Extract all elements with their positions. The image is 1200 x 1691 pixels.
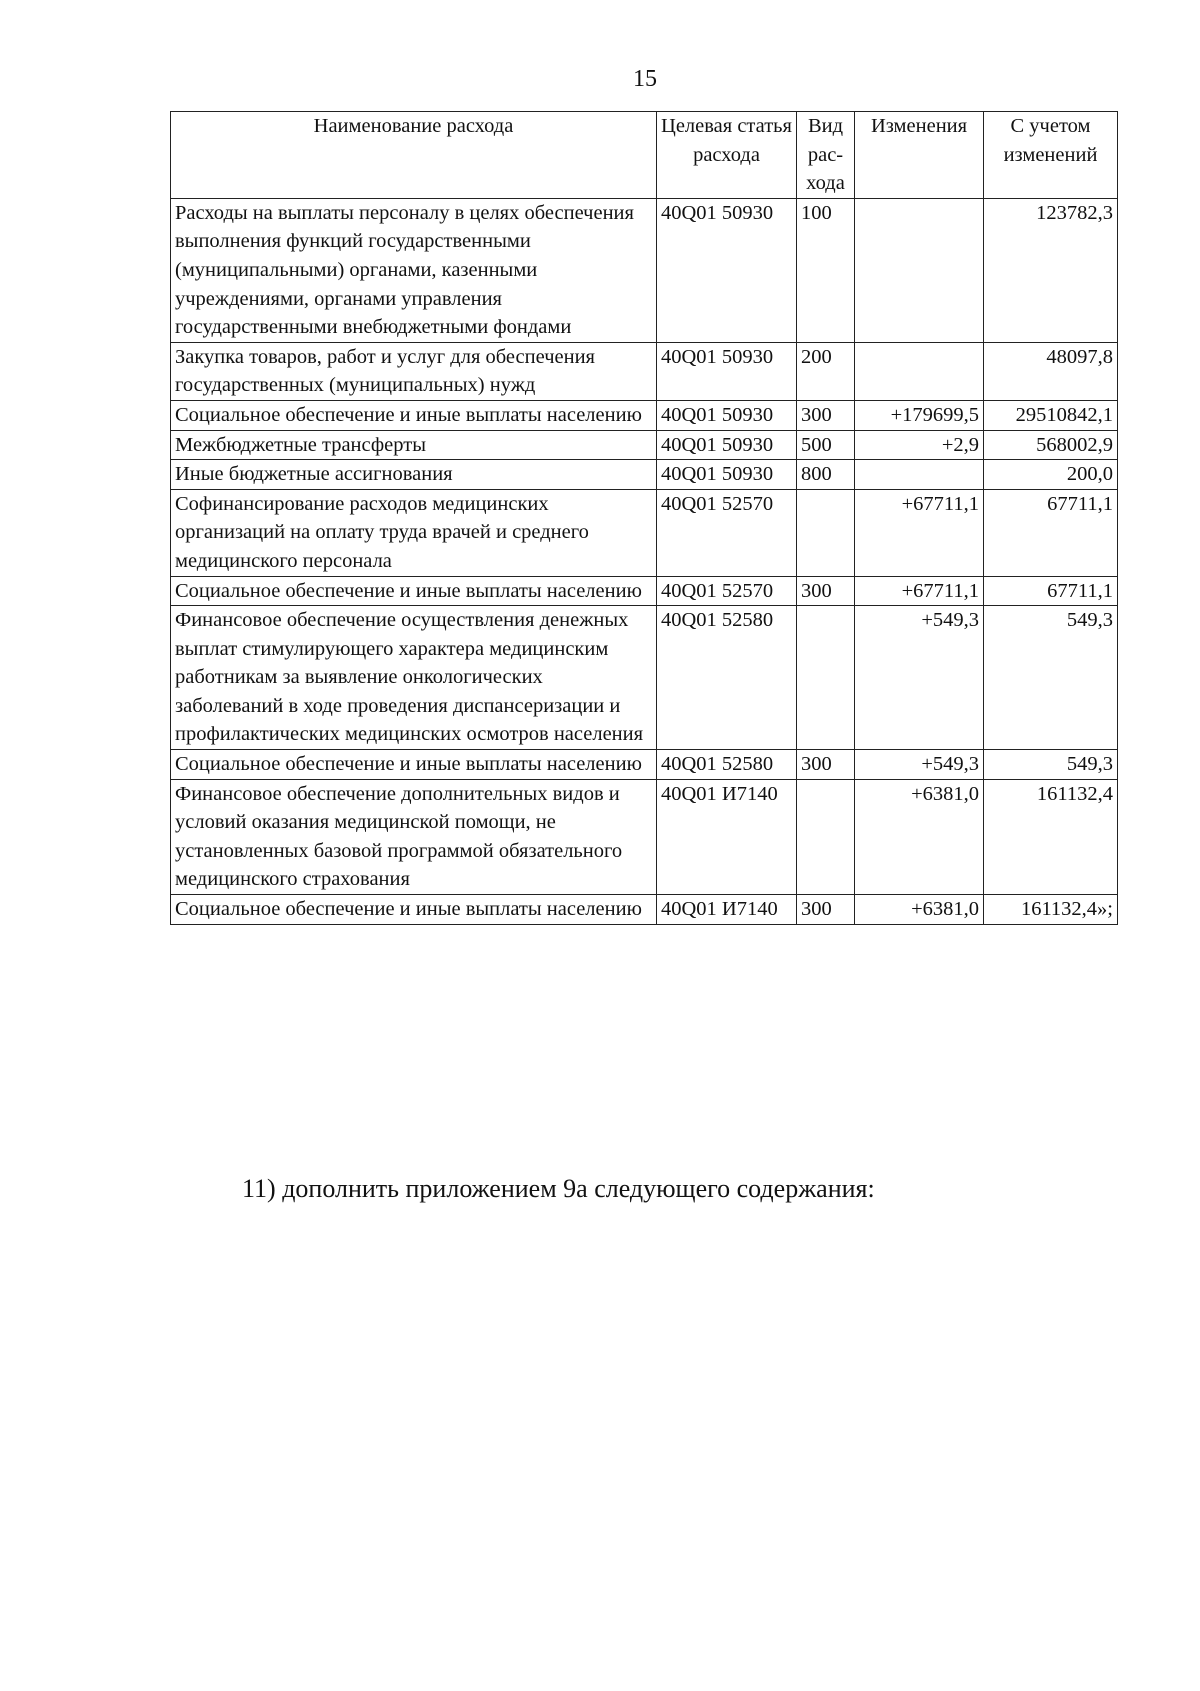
cell-expense-name: Межбюджетные трансферты — [171, 430, 657, 460]
cell-change — [855, 198, 984, 342]
cell-target-item: 40Q01 50930 — [657, 198, 797, 342]
cell-expense-name: Закупка товаров, работ и услуг для обеспечения государственных (муниципальных) нужд — [171, 342, 657, 400]
header-total-with-changes: С учетом изменений — [984, 112, 1118, 199]
cell-change — [855, 460, 984, 490]
table-row — [171, 460, 1118, 490]
cell-change: +179699,5 — [855, 400, 984, 430]
cell-expense-type: 300 — [797, 576, 855, 606]
cell-total: 568002,9 — [984, 430, 1118, 460]
table-row — [171, 606, 1118, 750]
cell-expense-name: Социальное обеспечение и иные выплаты населению — [171, 750, 657, 780]
table-row — [171, 779, 1118, 894]
cell-target-item: 40Q01 52570 — [657, 576, 797, 606]
cell-target-item: 40Q01 50930 — [657, 342, 797, 400]
amendment-item-text: 11) дополнить приложением 9а следующего содержания: — [242, 1174, 875, 1203]
cell-target-item: 40Q01 И7140 — [657, 895, 797, 925]
header-expense-type: Вид рас-хода — [797, 112, 855, 199]
cell-target-item: 40Q01 50930 — [657, 430, 797, 460]
cell-change: +67711,1 — [855, 489, 984, 576]
cell-change: +2,9 — [855, 430, 984, 460]
cell-total: 67711,1 — [984, 489, 1118, 576]
header-changes: Изменения — [855, 112, 984, 199]
cell-expense-type — [797, 779, 855, 894]
table-row — [171, 895, 1118, 925]
table-row — [171, 489, 1118, 576]
table-row — [171, 342, 1118, 400]
table-row — [171, 198, 1118, 342]
cell-total: 549,3 — [984, 750, 1118, 780]
cell-expense-name: Социальное обеспечение и иные выплаты населению — [171, 400, 657, 430]
table-row — [171, 400, 1118, 430]
cell-expense-type: 100 — [797, 198, 855, 342]
cell-total: 200,0 — [984, 460, 1118, 490]
cell-total: 161132,4»; — [984, 895, 1118, 925]
expenditure-table — [170, 111, 1118, 925]
cell-target-item: 40Q01 52580 — [657, 606, 797, 750]
cell-expense-name: Иные бюджетные ассигнования — [171, 460, 657, 490]
cell-expense-type: 300 — [797, 750, 855, 780]
cell-total: 67711,1 — [984, 576, 1118, 606]
cell-expense-type: 800 — [797, 460, 855, 490]
page-number: 15 — [633, 66, 657, 92]
cell-change — [855, 342, 984, 400]
cell-change: +6381,0 — [855, 779, 984, 894]
cell-expense-name: Финансовое обеспечение осуществления денежных выплат стимулирующего характера медицинским работникам за выявление онкологических заболеваний в ходе проведения диспансеризации и профилактических медицинских осмотров населения — [171, 606, 657, 750]
cell-expense-type: 300 — [797, 400, 855, 430]
cell-expense-type: 200 — [797, 342, 855, 400]
cell-change: +6381,0 — [855, 895, 984, 925]
cell-expense-name: Софинансирование расходов медицинских организаций на оплату труда врачей и среднего медицинского персонала — [171, 489, 657, 576]
cell-target-item: 40Q01 52570 — [657, 489, 797, 576]
cell-total: 29510842,1 — [984, 400, 1118, 430]
cell-total: 48097,8 — [984, 342, 1118, 400]
table-header-row — [171, 112, 1118, 199]
cell-change: +549,3 — [855, 606, 984, 750]
cell-expense-type: 500 — [797, 430, 855, 460]
cell-target-item: 40Q01 50930 — [657, 400, 797, 430]
cell-change: +67711,1 — [855, 576, 984, 606]
cell-target-item: 40Q01 И7140 — [657, 779, 797, 894]
cell-target-item: 40Q01 50930 — [657, 460, 797, 490]
cell-expense-name: Финансовое обеспечение дополнительных видов и условий оказания медицинской помощи, не установленных базовой программой обязательного медицинского страхования — [171, 779, 657, 894]
cell-expense-name: Расходы на выплаты персоналу в целях обеспечения выполнения функций государственными (муниципальными) органами, казенными учреждениями, органами управления государственными внебюджетными фондами — [171, 198, 657, 342]
cell-total: 123782,3 — [984, 198, 1118, 342]
table-row — [171, 750, 1118, 780]
cell-expense-name: Социальное обеспечение и иные выплаты населению — [171, 576, 657, 606]
table-row — [171, 430, 1118, 460]
cell-change: +549,3 — [855, 750, 984, 780]
cell-total: 161132,4 — [984, 779, 1118, 894]
cell-expense-type — [797, 489, 855, 576]
cell-expense-type — [797, 606, 855, 750]
table-row — [171, 576, 1118, 606]
header-target-item: Целевая статья расхода — [657, 112, 797, 199]
cell-expense-name: Социальное обеспечение и иные выплаты населению — [171, 895, 657, 925]
header-expense-name: Наименование расхода — [171, 112, 657, 199]
cell-target-item: 40Q01 52580 — [657, 750, 797, 780]
cell-total: 549,3 — [984, 606, 1118, 750]
cell-expense-type: 300 — [797, 895, 855, 925]
